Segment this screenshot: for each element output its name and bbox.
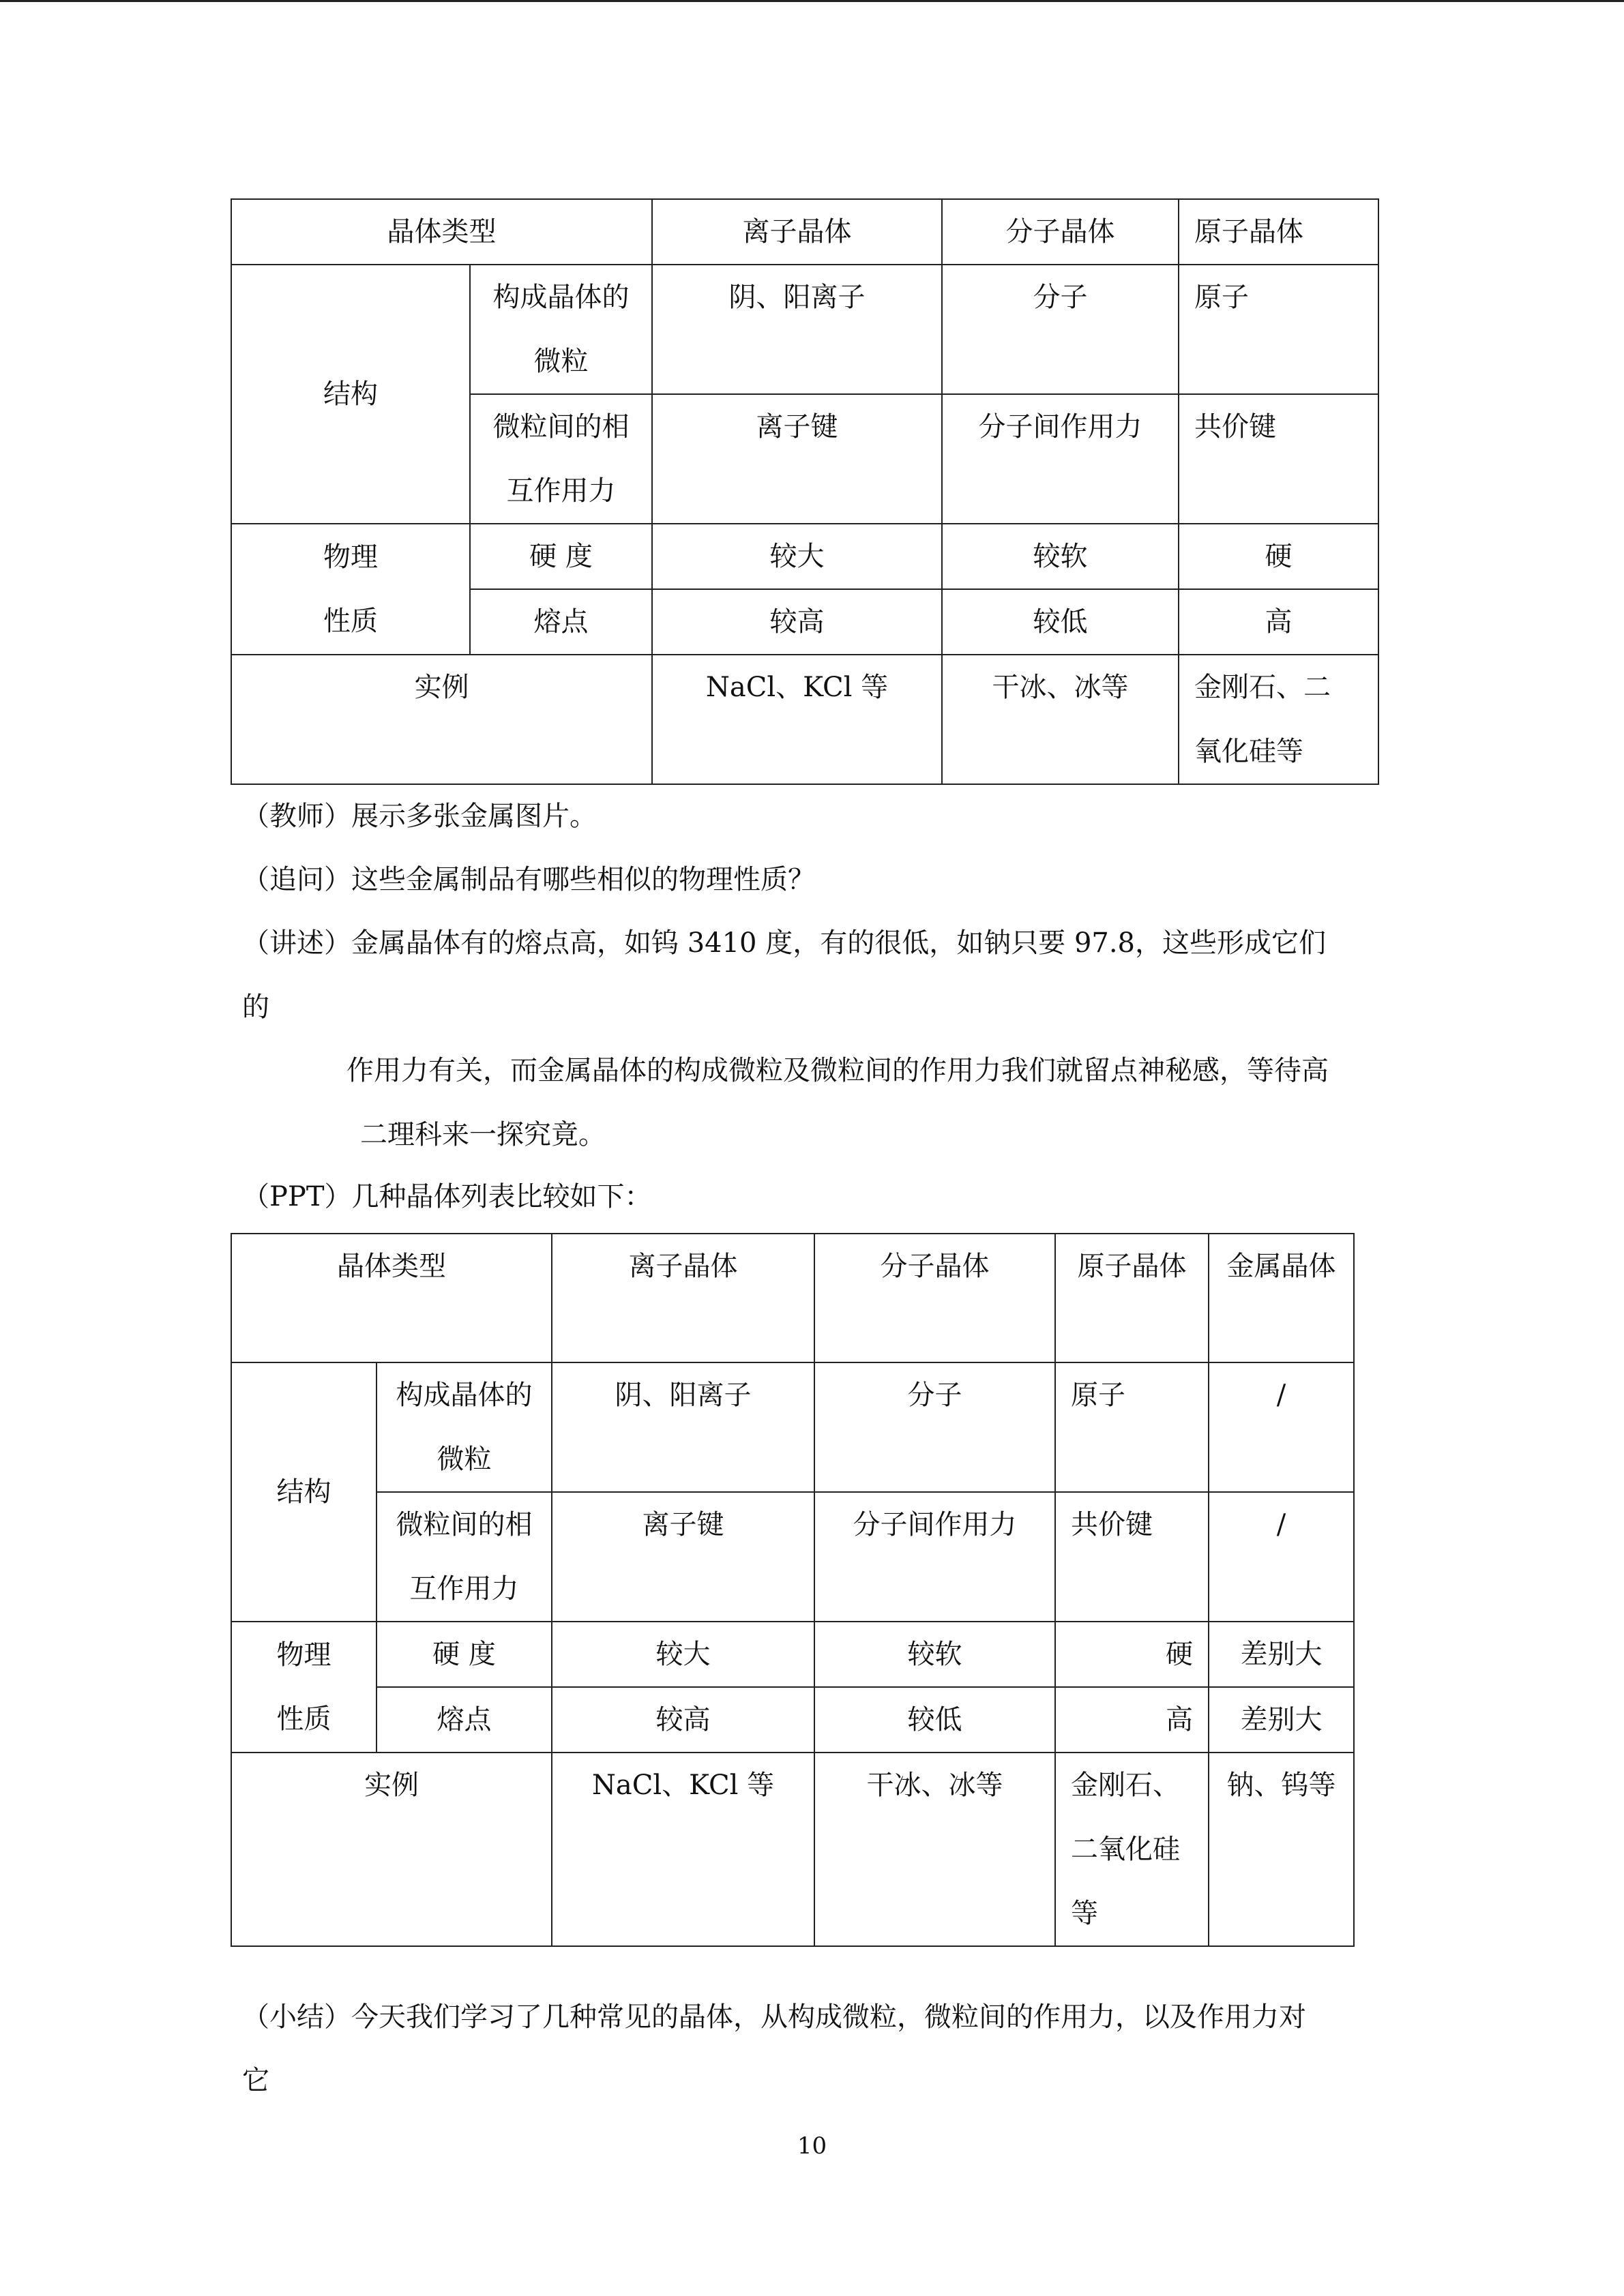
sub-label-cell: 硬 度 [377,1622,552,1687]
table-cell: 较软 [814,1622,1055,1687]
sub-label-cell: 熔点 [377,1687,552,1753]
paragraph-summary-line2: 它 [242,2065,269,2096]
table-row [231,1234,1354,1362]
table-cell: 阴、阳离子 [652,265,942,394]
table-row [231,524,1378,589]
sub-label-cell: 微粒间的相 互作用力 [377,1492,552,1622]
table-cell: 干冰、冰等 [942,655,1179,784]
row-label-physical: 物理 性质 [231,1622,377,1753]
table-cell: 离子键 [552,1492,814,1622]
table-cell: 钠、钨等 [1209,1753,1354,1946]
table-cell: 干冰、冰等 [814,1753,1055,1946]
table-cell: 较大 [552,1622,814,1687]
table-cell: 离子键 [652,394,942,524]
row-label-structure: 结构 [231,265,470,524]
header-cell: 分子晶体 [814,1234,1055,1362]
page-top-border [0,0,1624,2]
paragraph-lecture-line3: 作用力有关，而金属晶体的构成微粒及微粒间的作用力我们就留点神秘感，等待高 [346,1055,1329,1086]
paragraph-lecture-line2: 的 [242,992,269,1023]
header-cell: 离子晶体 [652,199,942,265]
crystal-comparison-table-2 [231,1233,1355,1947]
table-cell: 高 [1179,589,1378,655]
paragraph-summary-line1: （小结）今天我们学习了几种常见的晶体，从构成微粒，微粒间的作用力，以及作用力对 [242,2001,1306,2033]
table-cell: 原子 [1055,1362,1209,1492]
table-cell: / [1209,1362,1354,1492]
row-label-structure: 结构 [231,1362,377,1622]
crystal-comparison-table-1 [231,198,1379,785]
sub-label-cell: 微粒间的相 互作用力 [470,394,652,524]
table-cell: 分子 [814,1362,1055,1492]
table-cell: 较低 [942,589,1179,655]
table-cell: 差别大 [1209,1622,1354,1687]
table-cell: NaCl、KCl 等 [652,655,942,784]
table-cell: 差别大 [1209,1687,1354,1753]
header-cell: 离子晶体 [552,1234,814,1362]
table-cell: 较低 [814,1687,1055,1753]
header-cell: 晶体类型 [231,1234,552,1362]
table-cell: 阴、阳离子 [552,1362,814,1492]
table-cell: 分子间作用力 [942,394,1179,524]
table-cell: 原子 [1179,265,1378,394]
table-row [231,1687,1354,1753]
table-cell: 金刚石、 二氧化硅 等 [1055,1753,1209,1946]
table-cell: 硬 [1055,1622,1209,1687]
table-cell: 硬 [1179,524,1378,589]
row-label-example: 实例 [231,655,652,784]
table-row [231,1492,1354,1622]
table-cell: 较高 [552,1687,814,1753]
header-cell: 原子晶体 [1055,1234,1209,1362]
paragraph-lecture-line4: 二理科来一探究竟。 [360,1119,606,1150]
table-cell: 分子间作用力 [814,1492,1055,1622]
paragraph-lecture-line1: （讲述）金属晶体有的熔点高，如钨 3410 度，有的很低，如钠只要 97.8，这些形成它们 [242,927,1327,959]
table-cell: 较大 [652,524,942,589]
table-cell: 共价键 [1179,394,1378,524]
table-cell: 分子 [942,265,1179,394]
table-cell: 较高 [652,589,942,655]
header-cell: 分子晶体 [942,199,1179,265]
table-row [231,1753,1354,1946]
table-row [231,1362,1354,1492]
table-cell: / [1209,1492,1354,1622]
header-cell: 原子晶体 [1179,199,1378,265]
table-cell: 较软 [942,524,1179,589]
table-cell: 金刚石、二 氧化硅等 [1179,655,1378,784]
table-row [231,1622,1354,1687]
table-row [231,265,1378,394]
paragraph-ppt: （PPT）几种晶体列表比较如下： [242,1181,652,1212]
paragraph-teacher: （教师）展示多张金属图片。 [242,801,597,832]
row-label-physical: 物理 性质 [231,524,470,655]
page-number: 10 [797,2132,827,2160]
table-cell: 高 [1055,1687,1209,1753]
table-row [231,655,1378,784]
table-row [231,199,1378,265]
header-cell: 晶体类型 [231,199,652,265]
sub-label-cell: 构成晶体的 微粒 [377,1362,552,1492]
row-label-example: 实例 [231,1753,552,1946]
table-cell: 共价键 [1055,1492,1209,1622]
sub-label-cell: 构成晶体的 微粒 [470,265,652,394]
sub-label-cell: 熔点 [470,589,652,655]
sub-label-cell: 硬 度 [470,524,652,589]
header-cell: 金属晶体 [1209,1234,1354,1362]
table-cell: NaCl、KCl 等 [552,1753,814,1946]
paragraph-question: （追问）这些金属制品有哪些相似的物理性质？ [242,864,815,895]
